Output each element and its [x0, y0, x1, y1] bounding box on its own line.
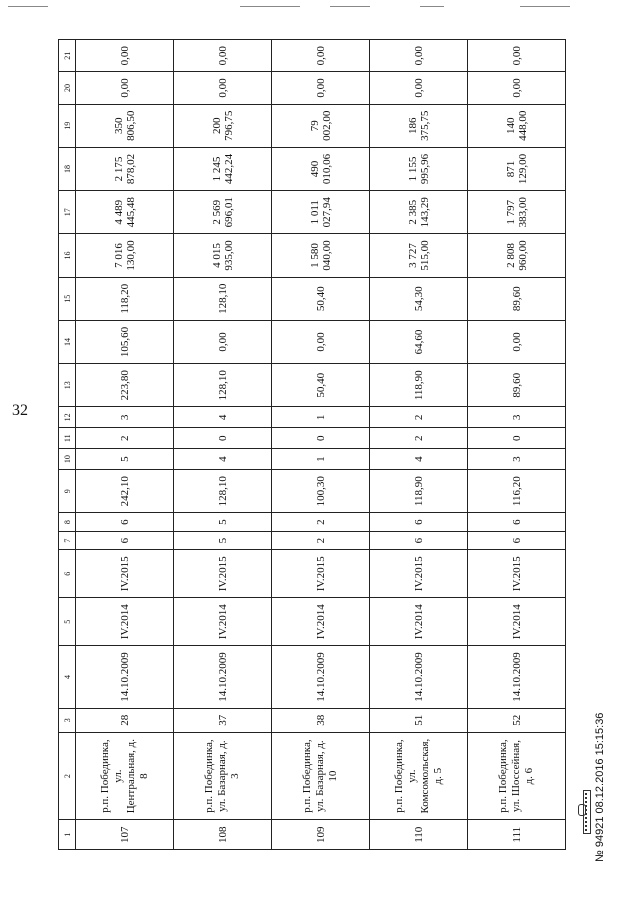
table-row: [468, 40, 566, 850]
table-cell: 89,60: [468, 364, 566, 407]
table-cell: 490 010,06: [272, 147, 370, 190]
address-cell: р.п. Побединка, ул. Комсомольская, д. 5: [370, 732, 468, 820]
table-cell: 109: [272, 820, 370, 850]
table-cell: 110: [370, 820, 468, 850]
table-cell: 1 797 383,00: [468, 191, 566, 234]
table-cell: 223,80: [76, 364, 174, 407]
table-row: [370, 40, 468, 850]
address-cell: р.п. Побединка, ул. Базарная, д. 3: [174, 732, 272, 820]
table-cell: 2: [76, 428, 174, 449]
table-cell: 0,00: [370, 40, 468, 72]
table-cell: 3: [468, 449, 566, 470]
table-cell: 0,00: [272, 72, 370, 104]
table-cell: 111: [468, 820, 566, 850]
table-cell: 2: [370, 407, 468, 428]
table-cell: 128,10: [174, 364, 272, 407]
table-cell: 118,20: [76, 277, 174, 320]
table-cell: 7 016 130,00: [76, 234, 174, 277]
table-cell: IV.2014: [370, 598, 468, 646]
table-cell: 200 796,75: [174, 104, 272, 147]
scan-top-marks: [0, 0, 640, 10]
table-cell: 54,30: [370, 277, 468, 320]
table-cell: IV.2014: [174, 598, 272, 646]
table-cell: 186 375,75: [370, 104, 468, 147]
table-cell: IV.2014: [272, 598, 370, 646]
table-cell: 0,00: [468, 40, 566, 72]
column-number: 4: [59, 646, 76, 709]
column-number: 8: [59, 513, 76, 532]
table-cell: 2 385 143,29: [370, 191, 468, 234]
table-cell: 0,00: [468, 320, 566, 363]
column-number: 11: [59, 428, 76, 449]
table-cell: 108: [174, 820, 272, 850]
table-cell: 118,90: [370, 364, 468, 407]
data-table: [58, 39, 566, 850]
table-cell: IV.2015: [76, 550, 174, 598]
table-cell: 6: [468, 513, 566, 532]
table-cell: IV.2015: [174, 550, 272, 598]
column-number: 14: [59, 320, 76, 363]
page-number: 32: [12, 402, 28, 419]
table-cell: 52: [468, 708, 566, 732]
table-cell: 0,00: [76, 40, 174, 72]
column-number: 13: [59, 364, 76, 407]
table-cell: 0: [174, 428, 272, 449]
table-cell: 140 448,00: [468, 104, 566, 147]
table-cell: 50,40: [272, 277, 370, 320]
table-cell: 14.10.2009: [76, 646, 174, 709]
table-cell: 0,00: [468, 72, 566, 104]
table-cell: 38: [272, 708, 370, 732]
table-cell: 64,60: [370, 320, 468, 363]
column-number: 1: [59, 820, 76, 850]
address-cell: р.п. Побединка, ул. Базарная, д. 10: [272, 732, 370, 820]
table-cell: 6: [370, 531, 468, 550]
table-cell: 2: [272, 513, 370, 532]
table-cell: 89,60: [468, 277, 566, 320]
table-cell: 0,00: [76, 72, 174, 104]
table-cell: 2 175 878,02: [76, 147, 174, 190]
column-number: 9: [59, 470, 76, 513]
table-cell: 0,00: [370, 72, 468, 104]
table-cell: IV.2015: [272, 550, 370, 598]
column-number: 15: [59, 277, 76, 320]
column-number: 20: [59, 72, 76, 104]
table-cell: 28: [76, 708, 174, 732]
column-number: 21: [59, 40, 76, 72]
table-cell: 1 011 027,94: [272, 191, 370, 234]
column-number: 16: [59, 234, 76, 277]
column-number: 7: [59, 531, 76, 550]
column-number: 12: [59, 407, 76, 428]
table-cell: 79 002,00: [272, 104, 370, 147]
table-cell: 118,90: [370, 470, 468, 513]
table-cell: 107: [76, 820, 174, 850]
table-cell: 242,10: [76, 470, 174, 513]
table-cell: 4 489 445,48: [76, 191, 174, 234]
column-number: 17: [59, 191, 76, 234]
table-cell: 128,10: [174, 470, 272, 513]
table-cell: 4 015 935,00: [174, 234, 272, 277]
column-number: 19: [59, 104, 76, 147]
table-cell: 871 129,00: [468, 147, 566, 190]
table-cell: 0: [272, 428, 370, 449]
table-cell: 116,20: [468, 470, 566, 513]
table-cell: 100,30: [272, 470, 370, 513]
table-cell: IV.2015: [468, 550, 566, 598]
table-cell: 4: [370, 449, 468, 470]
table-cell: IV.2015: [370, 550, 468, 598]
table-cell: 1 155 995,96: [370, 147, 468, 190]
table-cell: 105,60: [76, 320, 174, 363]
table-cell: 2: [272, 531, 370, 550]
table-cell: 4: [174, 449, 272, 470]
table-row: [272, 40, 370, 850]
table-cell: 50,40: [272, 364, 370, 407]
table-cell: 4: [174, 407, 272, 428]
table-cell: 51: [370, 708, 468, 732]
table-cell: IV.2014: [76, 598, 174, 646]
table-cell: 3 727 515,00: [370, 234, 468, 277]
table-row: [174, 40, 272, 850]
address-cell: р.п. Побединка, ул. Шоссейная, д. 6: [468, 732, 566, 820]
table-cell: 1: [272, 407, 370, 428]
table-cell: 14.10.2009: [370, 646, 468, 709]
table-cell: 0,00: [174, 320, 272, 363]
table-cell: 1 245 442,24: [174, 147, 272, 190]
column-number: 2: [59, 732, 76, 820]
table-cell: 1 580 040,00: [272, 234, 370, 277]
table-cell: 5: [174, 531, 272, 550]
table-cell: 2 569 696,01: [174, 191, 272, 234]
table-cell: 5: [174, 513, 272, 532]
table-cell: 5: [76, 449, 174, 470]
table-cell: 1: [272, 449, 370, 470]
barcode-icon: [583, 790, 591, 834]
table-cell: 6: [76, 513, 174, 532]
table-cell: 2 808 960,00: [468, 234, 566, 277]
column-number: 3: [59, 708, 76, 732]
table-cell: 0: [468, 428, 566, 449]
table-cell: 0,00: [272, 320, 370, 363]
table-cell: 350 806,50: [76, 104, 174, 147]
address-cell: р.п. Побединка, ул. Центральная, д. 8: [76, 732, 174, 820]
table-cell: 128,10: [174, 277, 272, 320]
column-number: 6: [59, 550, 76, 598]
table-cell: 14.10.2009: [468, 646, 566, 709]
table-cell: 0,00: [174, 72, 272, 104]
column-number: 5: [59, 598, 76, 646]
registration-stamp: № 94921 08.12.2016 15:15:36: [594, 712, 606, 862]
stamp-logo: [578, 788, 594, 836]
table-cell: 6: [76, 531, 174, 550]
table-cell: 3: [468, 407, 566, 428]
column-number: 18: [59, 147, 76, 190]
table-cell: 14.10.2009: [174, 646, 272, 709]
table-cell: 37: [174, 708, 272, 732]
table-cell: 2: [370, 428, 468, 449]
table-cell: 6: [370, 513, 468, 532]
column-number: 10: [59, 449, 76, 470]
column-number-row: [59, 40, 76, 850]
table-row: [76, 40, 174, 850]
table-cell: 14.10.2009: [272, 646, 370, 709]
table-cell: 3: [76, 407, 174, 428]
table-cell: 6: [468, 531, 566, 550]
table-cell: IV.2014: [468, 598, 566, 646]
table-cell: 0,00: [272, 40, 370, 72]
table-cell: 0,00: [174, 40, 272, 72]
